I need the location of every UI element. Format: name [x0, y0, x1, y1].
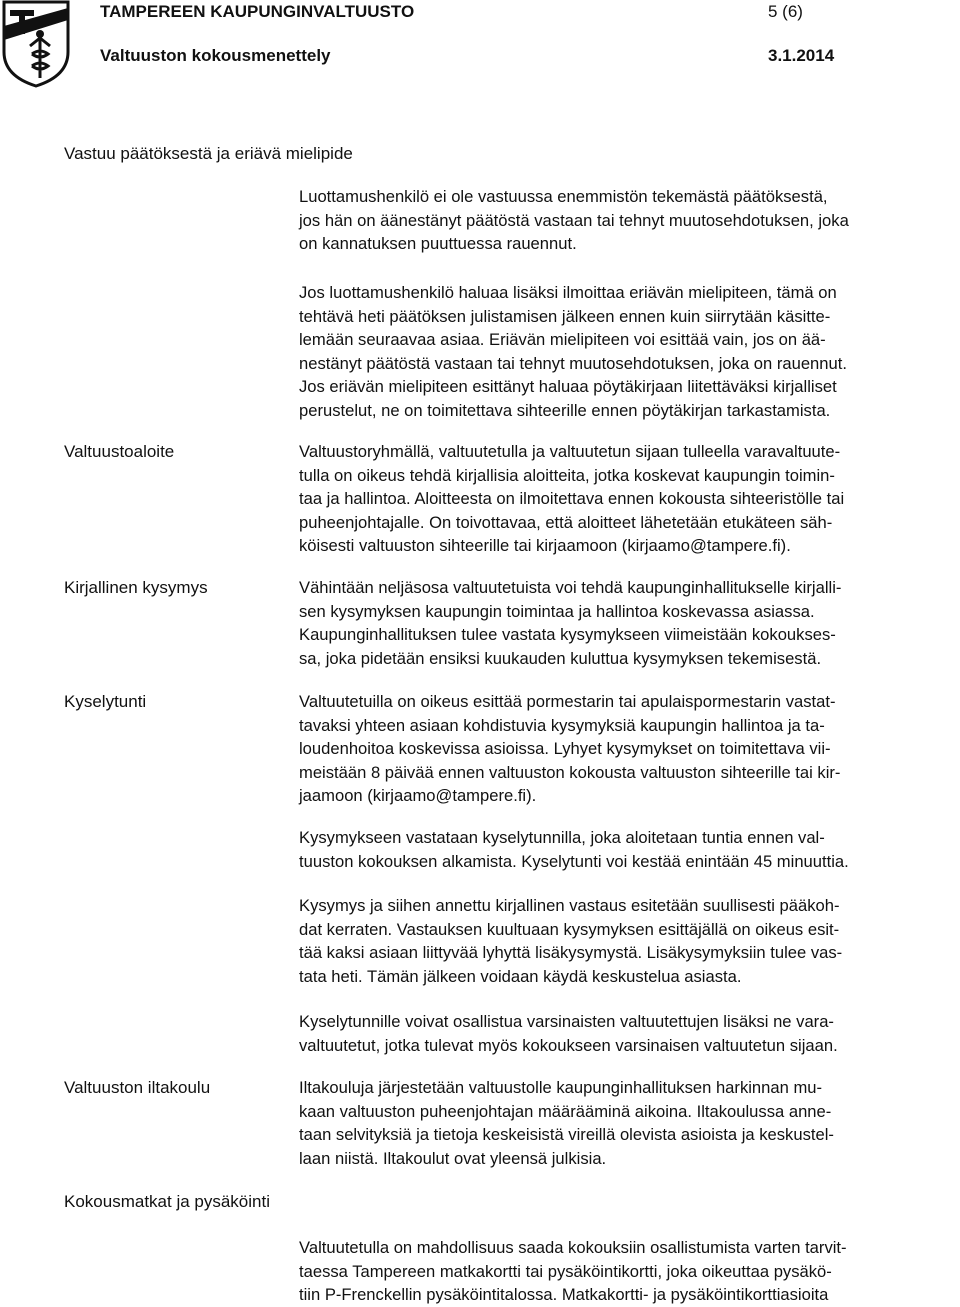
- header-subtitle: Valtuuston kokousmenettely: [100, 46, 331, 65]
- side-label-kokousmatkat: Kokousmatkat ja pysäköinti: [64, 1192, 270, 1211]
- side-label-iltakoulu: Valtuuston iltakoulu: [64, 1078, 211, 1097]
- tampere-coat-of-arms-logo: [0, 0, 72, 88]
- paragraph-aloite: Valtuustoryhmällä, valtuutetulla ja valtuutetun sijaan tulleella varavaltuute- tulla on oikeus tehdä kirjallisia aloitteita, jotka koskevat kaupungin toimin- taa ja hallintoa. Aloitteesta on ilmoitettava ennen kokousta sihteeristölle tai puheenjohtajalle. On toivottavaa, että aloitteet lähetetään etukäteen säh- köisesti valtuuston sihteerille tai kirjaamoon (kirjaamo@tampere.fi).: [299, 442, 845, 555]
- page-number: 5 (6): [768, 2, 803, 21]
- paragraph-vastuu-1: Luottamushenkilö ei ole vastuussa enemmistön tekemästä päätöksestä, jos hän on äänestänyt päätöstä vastaan tai tehnyt muutosehdotuksen, joka on kannatuksen puuttuessa rauennut.: [299, 187, 849, 253]
- paragraph-kyselytunti-2: Kysymykseen vastataan kyselytunnilla, joka aloitetaan tuntia ennen val- tuuston kokouksen alkamista. Kyselytunti voi kestää enintään 45 minuuttia.: [299, 828, 849, 871]
- paragraph-iltakoulu: Iltakouluja järjestetään valtuustolle kaupunginhallituksen harkinnan mu- kaan valtuuston puheenjohtajan määrääminä aikoina. Iltakoulussa anne- taan selvityksiä ja tietoja keskeisistä vireillä olevista asioista ja keskustel- laan niistä. Iltakoulut ovat yleensä julkisia.: [299, 1078, 834, 1168]
- paragraph-kyselytunti-4: Kyselytunnille voivat osallistua varsinaisten valtuutettujen lisäksi ne vara- valtuutetut, jotka tulevat myös kokoukseen varsinaisen valtuutetun sijaan.: [299, 1012, 838, 1055]
- paragraph-vastuu-2: Jos luottamushenkilö haluaa lisäksi ilmoittaa eriävän mielipiteen, tämä on tehtävä heti päätöksen julistamisen jälkeen ennen kuin siirrytään käsitte- lemään seuraavaa asiaa. Eriävän mielipiteen voi esittää vain, jos on ää- nestänyt päätöstä vastaan tai tehnyt muutosehdotuksen, joka on rauennut. Jos eriävän mielipiteen esittänyt haluaa pöytäkirjaan liitettäväksi kirjalliset perustelut, ne on toimitettava sihteerille ennen pöytäkirjan tarkastamista.: [299, 283, 847, 420]
- side-label-aloite: Valtuustoaloite: [64, 442, 175, 461]
- header-title: TAMPEREEN KAUPUNGINVALTUUSTO: [100, 2, 415, 21]
- section-heading: Vastuu päätöksestä ja eriävä mielipide: [64, 144, 353, 163]
- side-label-kyselytunti: Kyselytunti: [64, 692, 147, 711]
- header-date: 3.1.2014: [768, 46, 835, 65]
- paragraph-kyselytunti-1: Valtuutetuilla on oikeus esittää pormestarin tai apulaispormestarin vastat- tavaksi yhteen asiaan kohdistuvia kysymyksiä kaupungin hallintoa ja ta- loudenhoitoa koskevissa asioissa. Lyhyet kysymykset on toimitettava vii- meistään 8 päivää ennen valtuuston kokousta valtuuston sihteerille tai kir- jaamoon (kirjaamo@tampere.fi).: [299, 692, 841, 805]
- side-label-kysymys: Kirjallinen kysymys: [64, 578, 208, 597]
- paragraph-kysymys: Vähintään neljäsosa valtuutetuista voi tehdä kaupunginhallitukselle kirjalli- sen kysymyksen kaupungin toimintaa ja hallintoa koskevassa asiassa. Kaupunginhallituksen tulee vastata kysymykseen viimeistään kokoukses- sa, joka pidetään ensiksi kuukauden kuluttua kysymyksen tekemisestä.: [299, 578, 842, 668]
- paragraph-kokousmatkat: Valtuutetulla on mahdollisuus saada kokouksiin osallistumista varten tarvit- taessa Tampereen matkakortti tai pysäköintikortti, joka oikeuttaa pysäkö- tiin P-Frenckellin pysäköintitalossa. Matkakortti- ja pysäköintikorttiasioita: [299, 1238, 847, 1304]
- paragraph-kyselytunti-3: Kysymys ja siihen annettu kirjallinen vastaus esitetään suullisesti pääkoh- dat kerraten. Vastauksen kuultuaan kysymyksen esittäjällä on oikeus esit- tää kaksi asiaan liittyvää lyhyttä lisäkysymystä. Lisäkysymyksiin tulee vas- tata heti. Tämän jälkeen voidaan käydä keskustelua asiasta.: [299, 896, 843, 986]
